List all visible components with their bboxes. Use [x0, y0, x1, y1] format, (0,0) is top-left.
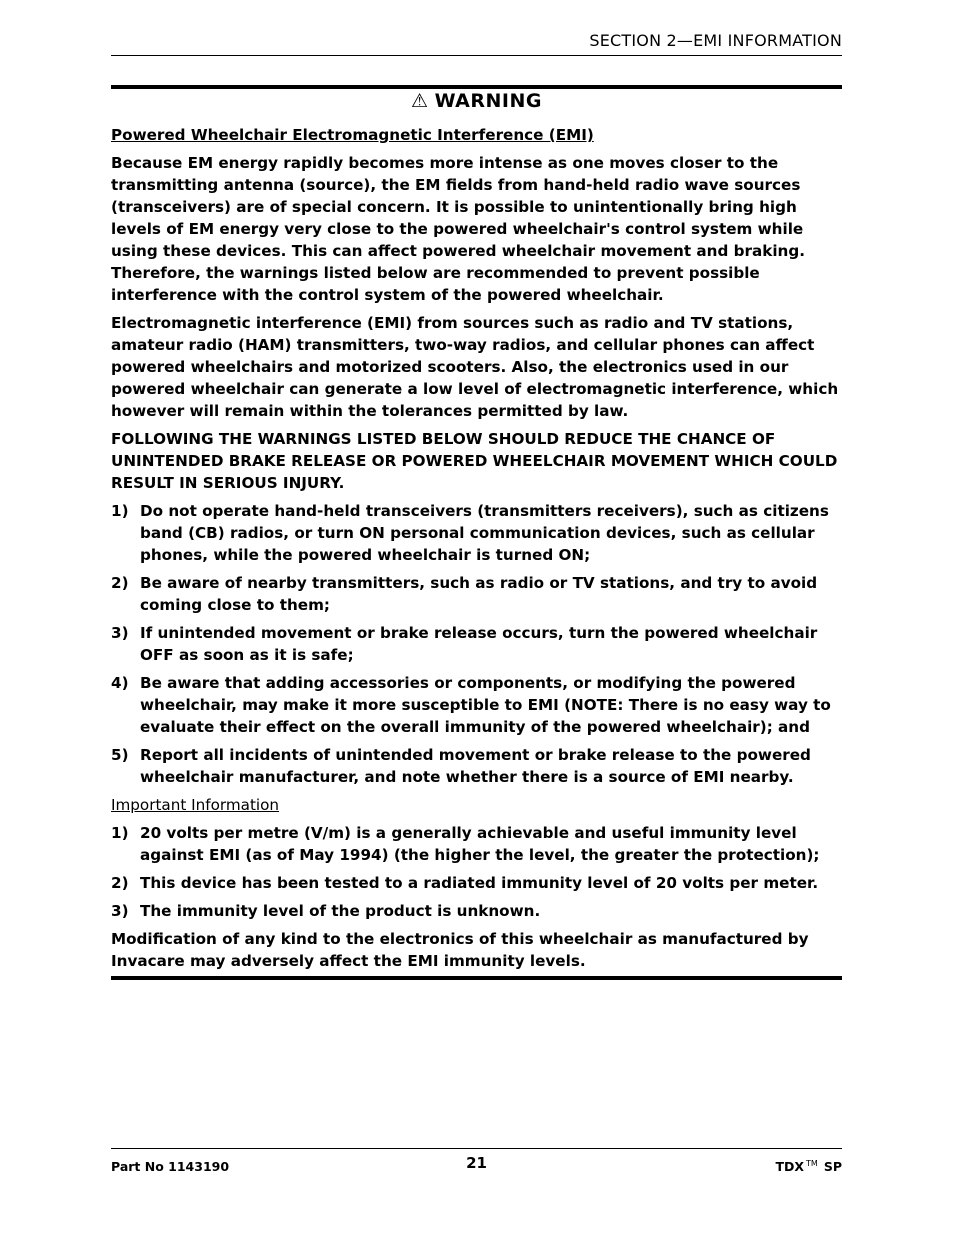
list-item: 5) Report all incidents of unintended movement or brake release to the powered wheelchair manufacturer, and note whether there is a source of EMI nearby. — [111, 746, 811, 786]
important-information-heading: Important Information — [111, 796, 280, 814]
part-number: Part No 1143190 — [111, 1159, 230, 1174]
list-item: 4) Be aware that adding accessories or components, or modifying the powered wheelchair, may make it more susceptible to EMI (NOTE: There is no easy way to evaluate their effect on the overall immunity of the powered wheelchair); and — [111, 674, 831, 736]
warning-triangle-icon: ⚠ — [411, 90, 429, 112]
list-item: 1) Do not operate hand-held transceivers (transmitters receivers), such as citizens band (CB) radios, or turn ON personal communication devices, such as cellular phones, while the powered wheelchair is turned ON; — [111, 502, 829, 564]
list-item: 3) If unintended movement or brake release occurs, turn the powered wheelchair OFF as soon as it is safe; — [111, 624, 818, 664]
paragraph-following-warnings: FOLLOWING THE WARNINGS LISTED BELOW SHOULD REDUCE THE CHANCE OF UNINTENDED BRAKE RELEASE OR POWERED WHEELCHAIR MOVEMENT WHICH COULD RESULT IN SERIOUS INJURY. — [111, 430, 838, 492]
list-item: 2) This device has been tested to a radiated immunity level of 20 volts per meter. — [111, 874, 819, 892]
closing-paragraph: Modification of any kind to the electronics of this wheelchair as manufactured by Invacare may adversely affect the EMI immunity levels. — [111, 930, 809, 970]
trademark-symbol: TM — [806, 1159, 818, 1168]
product-name: TDX ™ SP — [775, 1159, 842, 1175]
warning-bottom-rule — [111, 976, 842, 980]
list-item: 2) Be aware of nearby transmitters, such as radio or TV stations, and try to avoid coming close to them; — [111, 574, 818, 614]
list-item: 1) 20 volts per metre (V/m) is a generally achievable and useful immunity level against EMI (as of May 1994) (the higher the level, the greater the protection); — [111, 824, 820, 864]
important-list — [111, 822, 842, 922]
warning-top-rule — [111, 85, 842, 89]
page-number: 21 — [466, 1154, 487, 1172]
warning-title — [111, 90, 842, 112]
emi-subheading: Powered Wheelchair Electromagnetic Interference (EMI) — [111, 126, 594, 144]
header-rule — [111, 55, 842, 56]
section-header: SECTION 2—EMI INFORMATION — [589, 31, 842, 50]
warning-title-text: WARNING — [434, 90, 542, 112]
list-item: 3) The immunity level of the product is unknown. — [111, 902, 541, 920]
paragraph-em-energy: Because EM energy rapidly becomes more intense as one moves closer to the transmitting antenna (source), the EM fields from hand-held radio wave sources (transceivers) are of special concern. It is possible to unintentionally bring high levels of EM energy very close to the powered wheelchair's control system while using these devices. This can affect powered wheelchair movement and braking. Therefore, the warnings listed below are recommended to prevent possible interference with the control system of the powered wheelchair. — [111, 154, 805, 304]
warning-content — [111, 124, 842, 978]
warning-list — [111, 500, 842, 788]
paragraph-emi-sources: Electromagnetic interference (EMI) from sources such as radio and TV stations, amateur radio (HAM) transmitters, two-way radios, and cellular phones can affect powered wheelchairs and motorized scooters. Also, the electronics used in our powered wheelchair can generate a low level of electromagnetic interference, which however will remain within the tolerances permitted by law. — [111, 314, 839, 420]
footer-rule — [111, 1148, 842, 1149]
